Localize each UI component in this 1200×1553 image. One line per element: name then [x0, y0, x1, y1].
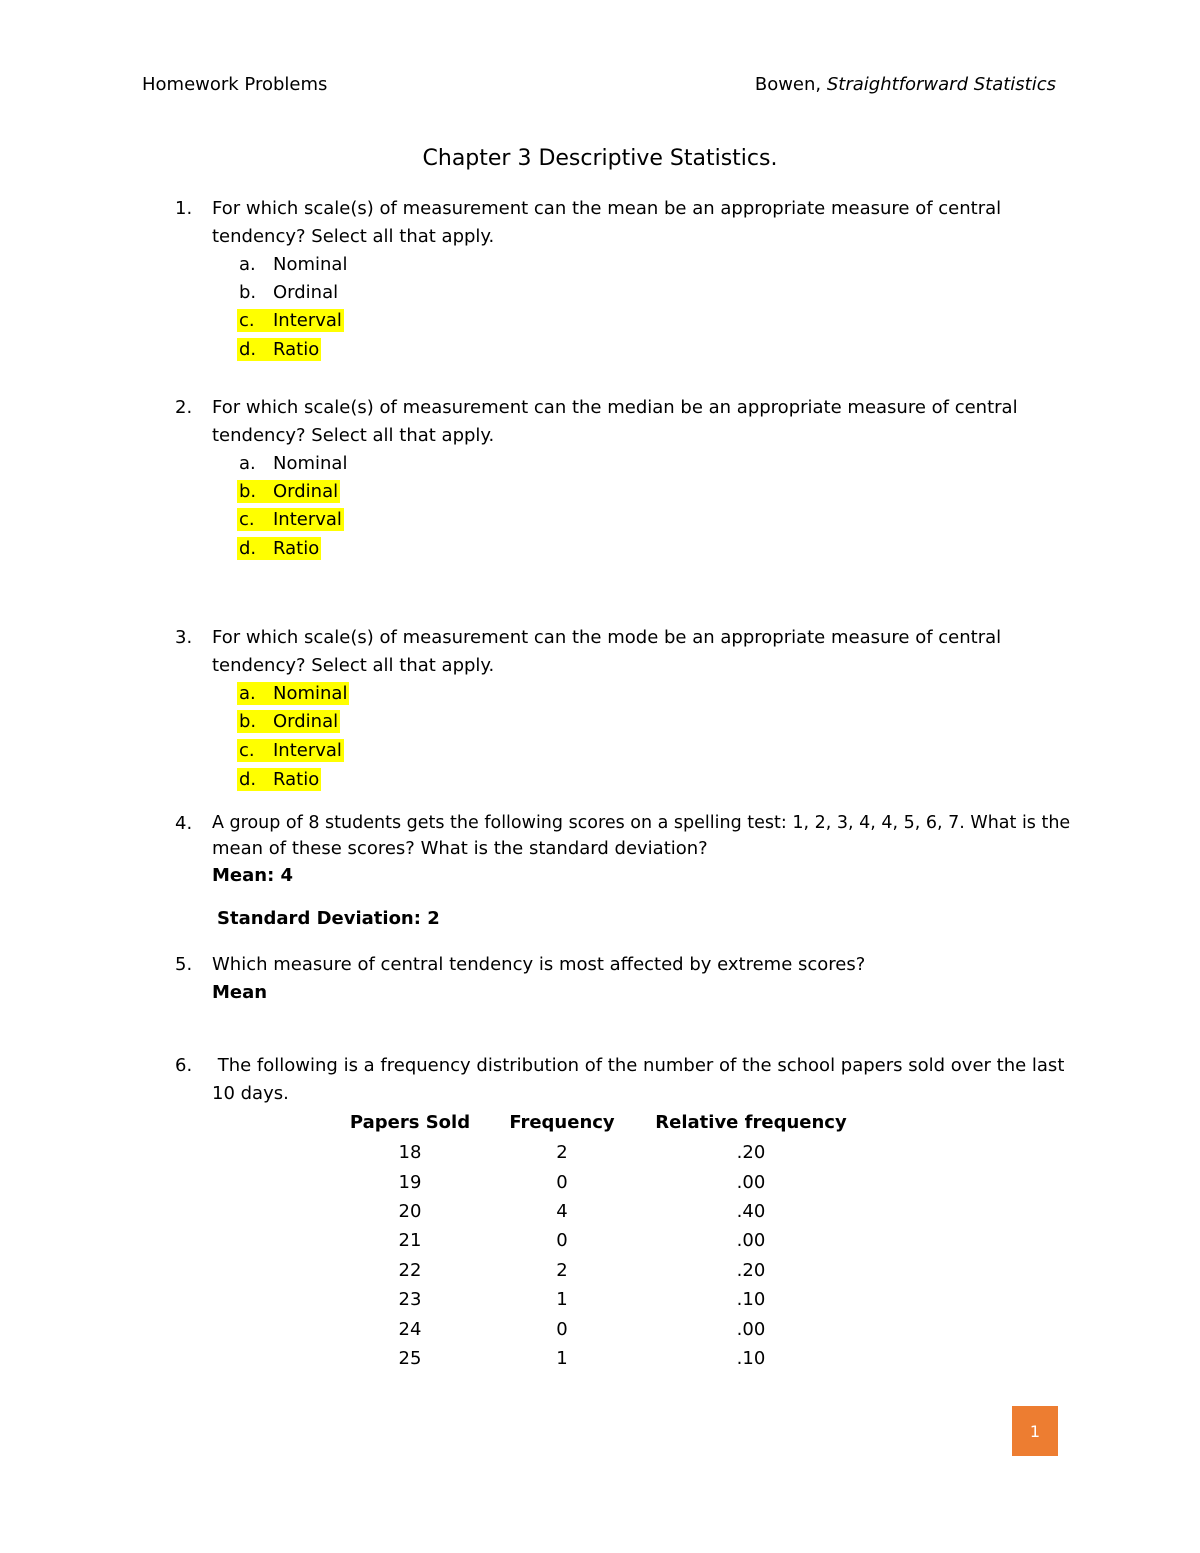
answer-standard-deviation: Standard Deviation: 2	[217, 908, 440, 929]
header-right	[755, 74, 1056, 95]
table-cell: .10	[736, 1348, 766, 1369]
table-cell: 1	[556, 1289, 568, 1310]
option-text: Interval	[273, 509, 342, 530]
table-header: Papers Sold	[349, 1112, 471, 1133]
table-cell: .20	[736, 1260, 766, 1281]
question-number: 3.	[175, 627, 193, 648]
option-text: Ratio	[273, 339, 320, 360]
option-text: Ordinal	[273, 282, 339, 303]
table-cell: .10	[736, 1289, 766, 1310]
table-cell: .00	[736, 1230, 766, 1251]
option-letter: b.	[239, 481, 257, 502]
table-cell: .40	[736, 1201, 766, 1222]
question-text: The following is a frequency distribution of the number of the school papers sold over the last	[212, 1055, 1065, 1076]
chapter-title: Chapter 3 Descriptive Statistics.	[422, 146, 778, 171]
table-cell: 19	[398, 1172, 422, 1193]
question-text-cont: mean of these scores? What is the standard deviation?	[212, 838, 708, 859]
header-book-title: Straightforward Statistics	[826, 74, 1056, 95]
table-cell: 22	[398, 1260, 422, 1281]
page-number-badge: 1	[1012, 1406, 1058, 1456]
option-letter: d.	[239, 339, 257, 360]
option-letter: a.	[239, 453, 256, 474]
option-b-highlighted	[237, 480, 340, 503]
table-header: Frequency	[509, 1112, 615, 1133]
table-cell: 2	[556, 1142, 568, 1163]
option-text: Nominal	[273, 453, 348, 474]
table-cell: 0	[556, 1230, 568, 1251]
option-letter: b.	[239, 282, 257, 303]
option-letter: b.	[239, 711, 257, 732]
question-text-cont: tendency? Select all that apply.	[212, 226, 495, 247]
option-c-highlighted	[237, 508, 344, 531]
question-text: For which scale(s) of measurement can the mean be an appropriate measure of central	[212, 198, 1002, 219]
question-number: 4.	[175, 813, 193, 834]
table-cell: 20	[398, 1201, 422, 1222]
table-cell: 25	[398, 1348, 422, 1369]
question-text: Which measure of central tendency is most affected by extreme scores?	[212, 954, 866, 975]
question-number: 6.	[175, 1055, 193, 1076]
table-cell: 18	[398, 1142, 422, 1163]
option-letter: d.	[239, 538, 257, 559]
table-cell: .00	[736, 1319, 766, 1340]
option-letter: c.	[239, 509, 255, 530]
question-text: For which scale(s) of measurement can the mode be an appropriate measure of central	[212, 627, 1002, 648]
option-letter: c.	[239, 310, 255, 331]
option-c-highlighted	[237, 739, 344, 762]
option-text: Ratio	[273, 769, 320, 790]
option-d-highlighted	[237, 768, 321, 791]
question-text-cont: tendency? Select all that apply.	[212, 655, 495, 676]
table-cell: 4	[556, 1201, 568, 1222]
option-d-highlighted	[237, 338, 321, 361]
option-text: Interval	[273, 740, 342, 761]
option-text: Ordinal	[273, 481, 339, 502]
table-cell: 1	[556, 1348, 568, 1369]
table-cell: 21	[398, 1230, 422, 1251]
answer-mean: Mean: 4	[212, 865, 294, 886]
option-letter: d.	[239, 769, 257, 790]
header-author: Bowen,	[754, 74, 827, 95]
option-d-highlighted	[237, 537, 321, 560]
question-number: 2.	[175, 397, 193, 418]
table-cell: 0	[556, 1319, 568, 1340]
option-letter: a.	[239, 683, 256, 704]
table-cell: 0	[556, 1172, 568, 1193]
table-cell: 23	[398, 1289, 422, 1310]
option-b-highlighted	[237, 710, 340, 733]
option-text: Ratio	[273, 538, 320, 559]
option-c-highlighted	[237, 309, 344, 332]
question-text: A group of 8 students gets the following scores on a spelling test: 1, 2, 3, 4, 4, 5, 6, 7. What is the	[212, 813, 1071, 833]
option-letter: c.	[239, 740, 255, 761]
option-letter: a.	[239, 254, 256, 275]
table-cell: 24	[398, 1319, 422, 1340]
option-a-highlighted	[237, 682, 349, 705]
option-text: Interval	[273, 310, 342, 331]
table-cell: .20	[736, 1142, 766, 1163]
option-text: Nominal	[273, 683, 348, 704]
question-text: For which scale(s) of measurement can the median be an appropriate measure of central	[212, 397, 1018, 418]
option-b	[237, 281, 340, 304]
answer: Mean	[212, 982, 268, 1003]
question-number: 5.	[175, 954, 193, 975]
option-a	[237, 452, 349, 475]
table-cell: 2	[556, 1260, 568, 1281]
table-header: Relative frequency	[655, 1112, 847, 1133]
question-text-cont: 10 days.	[212, 1083, 289, 1104]
table-cell: .00	[736, 1172, 766, 1193]
option-text: Ordinal	[273, 711, 339, 732]
header-left: Homework Problems	[142, 74, 328, 95]
option-text: Nominal	[273, 254, 348, 275]
option-a	[237, 253, 349, 276]
question-text-cont: tendency? Select all that apply.	[212, 425, 495, 446]
question-number: 1.	[175, 198, 193, 219]
